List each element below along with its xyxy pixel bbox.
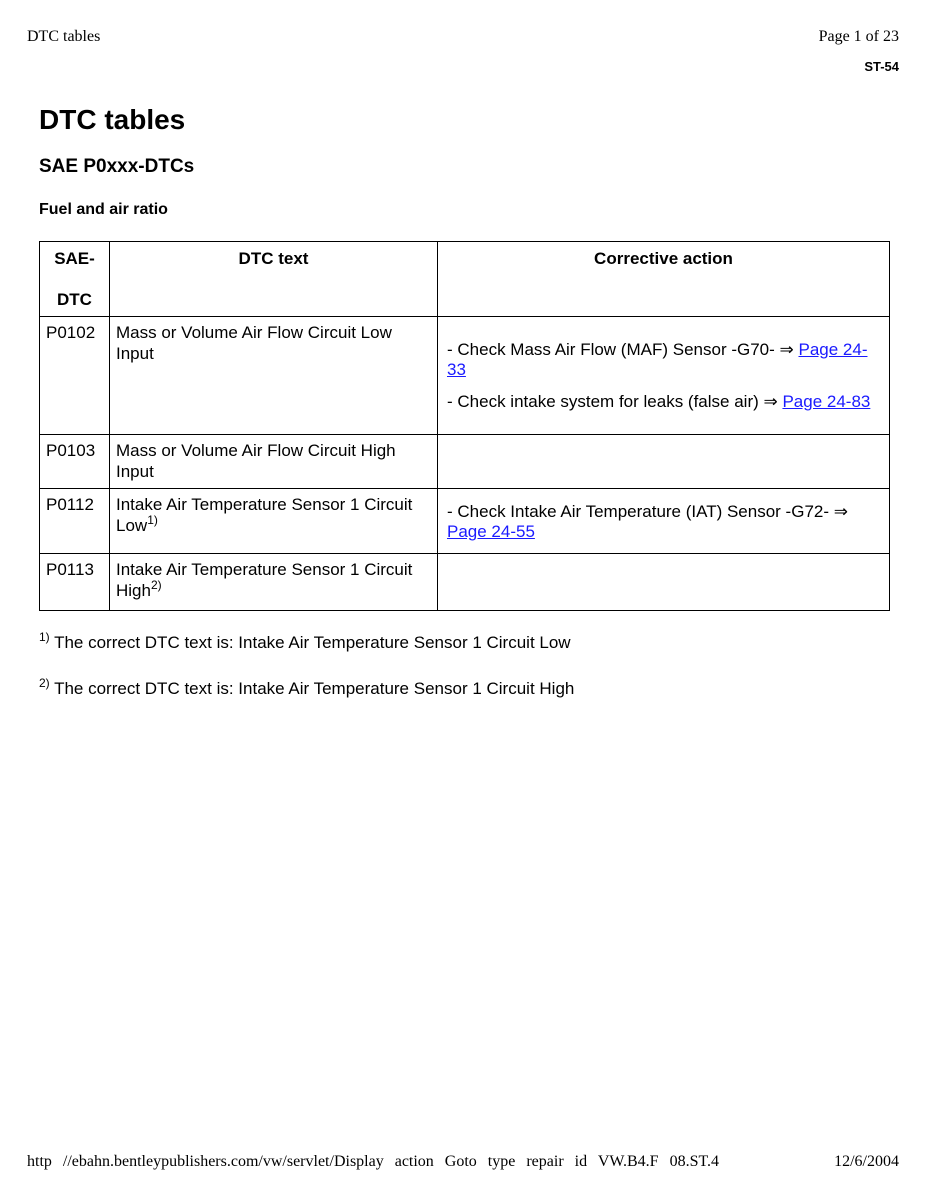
- corrective-action-text: - Check Mass Air Flow (MAF) Sensor -G70- ⇒: [447, 340, 799, 359]
- page-subtitle: SAE P0xxx-DTCs: [39, 156, 195, 177]
- corrective-action-cell: [438, 317, 890, 435]
- corrective-action-cell: [438, 554, 890, 611]
- corrective-action-item: [447, 340, 877, 380]
- column-header-action: Corrective action: [438, 242, 890, 317]
- corrective-action-text: - Check Intake Air Temperature (IAT) Sensor -G72- ⇒: [447, 501, 848, 521]
- footer-url: http //ebahn.bentleypublishers.com/vw/servlet/Display action Goto type repair id VW.B4.F 08.ST.4: [27, 1153, 720, 1170]
- footnote-mark: 1): [39, 630, 50, 644]
- dtc-text-cell: Mass or Volume Air Flow Circuit Low Input: [110, 317, 438, 435]
- footnote-text: The correct DTC text is: Intake Air Temperature Sensor 1 Circuit High: [49, 679, 575, 698]
- footnote: [39, 630, 571, 653]
- dtc-text-cell: [110, 489, 438, 554]
- page-link[interactable]: Page 24-55: [447, 521, 535, 541]
- dtc-code-cell: P0112: [40, 489, 110, 554]
- section-code: ST-54: [864, 59, 899, 74]
- dtc-text-cell: Mass or Volume Air Flow Circuit High Input: [110, 435, 438, 489]
- corrective-action-item: [447, 502, 877, 542]
- table-row: [40, 489, 890, 554]
- dtc-code-cell: P0113: [40, 554, 110, 611]
- corrective-action-text: - Check intake system for leaks (false air) ⇒: [447, 392, 783, 411]
- dtc-code-cell: P0103: [40, 435, 110, 489]
- page-title: DTC tables: [39, 104, 186, 135]
- footnote-text: The correct DTC text is: Intake Air Temperature Sensor 1 Circuit Low: [49, 633, 571, 652]
- page-link[interactable]: Page 24-83: [782, 392, 871, 411]
- section-heading: Fuel and air ratio: [39, 201, 168, 218]
- dtc-text-cell: [110, 554, 438, 611]
- column-header-text: DTC text: [110, 242, 438, 317]
- corrective-action-cell: [438, 489, 890, 554]
- dtc-table: [39, 241, 890, 611]
- footnote-ref: 1): [147, 513, 158, 527]
- column-header-code-line1: SAE-: [54, 249, 95, 268]
- page-header-title: DTC tables: [27, 28, 101, 45]
- page-number: Page 1 of 23: [818, 28, 899, 45]
- dtc-code-cell: P0102: [40, 317, 110, 435]
- table-row: [40, 435, 890, 489]
- column-header-code: [40, 242, 110, 317]
- corrective-action-item: [447, 392, 877, 412]
- table-row: [40, 554, 890, 611]
- footnote-ref: 2): [150, 578, 162, 592]
- footnote-mark: 2): [39, 676, 50, 690]
- footnote: [39, 676, 575, 699]
- table-row: [40, 317, 890, 435]
- page-link[interactable]: Page 24-33: [447, 340, 868, 379]
- column-header-code-line2: DTC: [57, 290, 92, 309]
- table-header-row: [40, 242, 890, 317]
- dtc-text: Intake Air Temperature Sensor 1 Circuit High: [116, 560, 413, 600]
- footer-date: 12/6/2004: [834, 1153, 899, 1170]
- dtc-text: Intake Air Temperature Sensor 1 Circuit Low: [116, 495, 413, 535]
- corrective-action-cell: [438, 435, 890, 489]
